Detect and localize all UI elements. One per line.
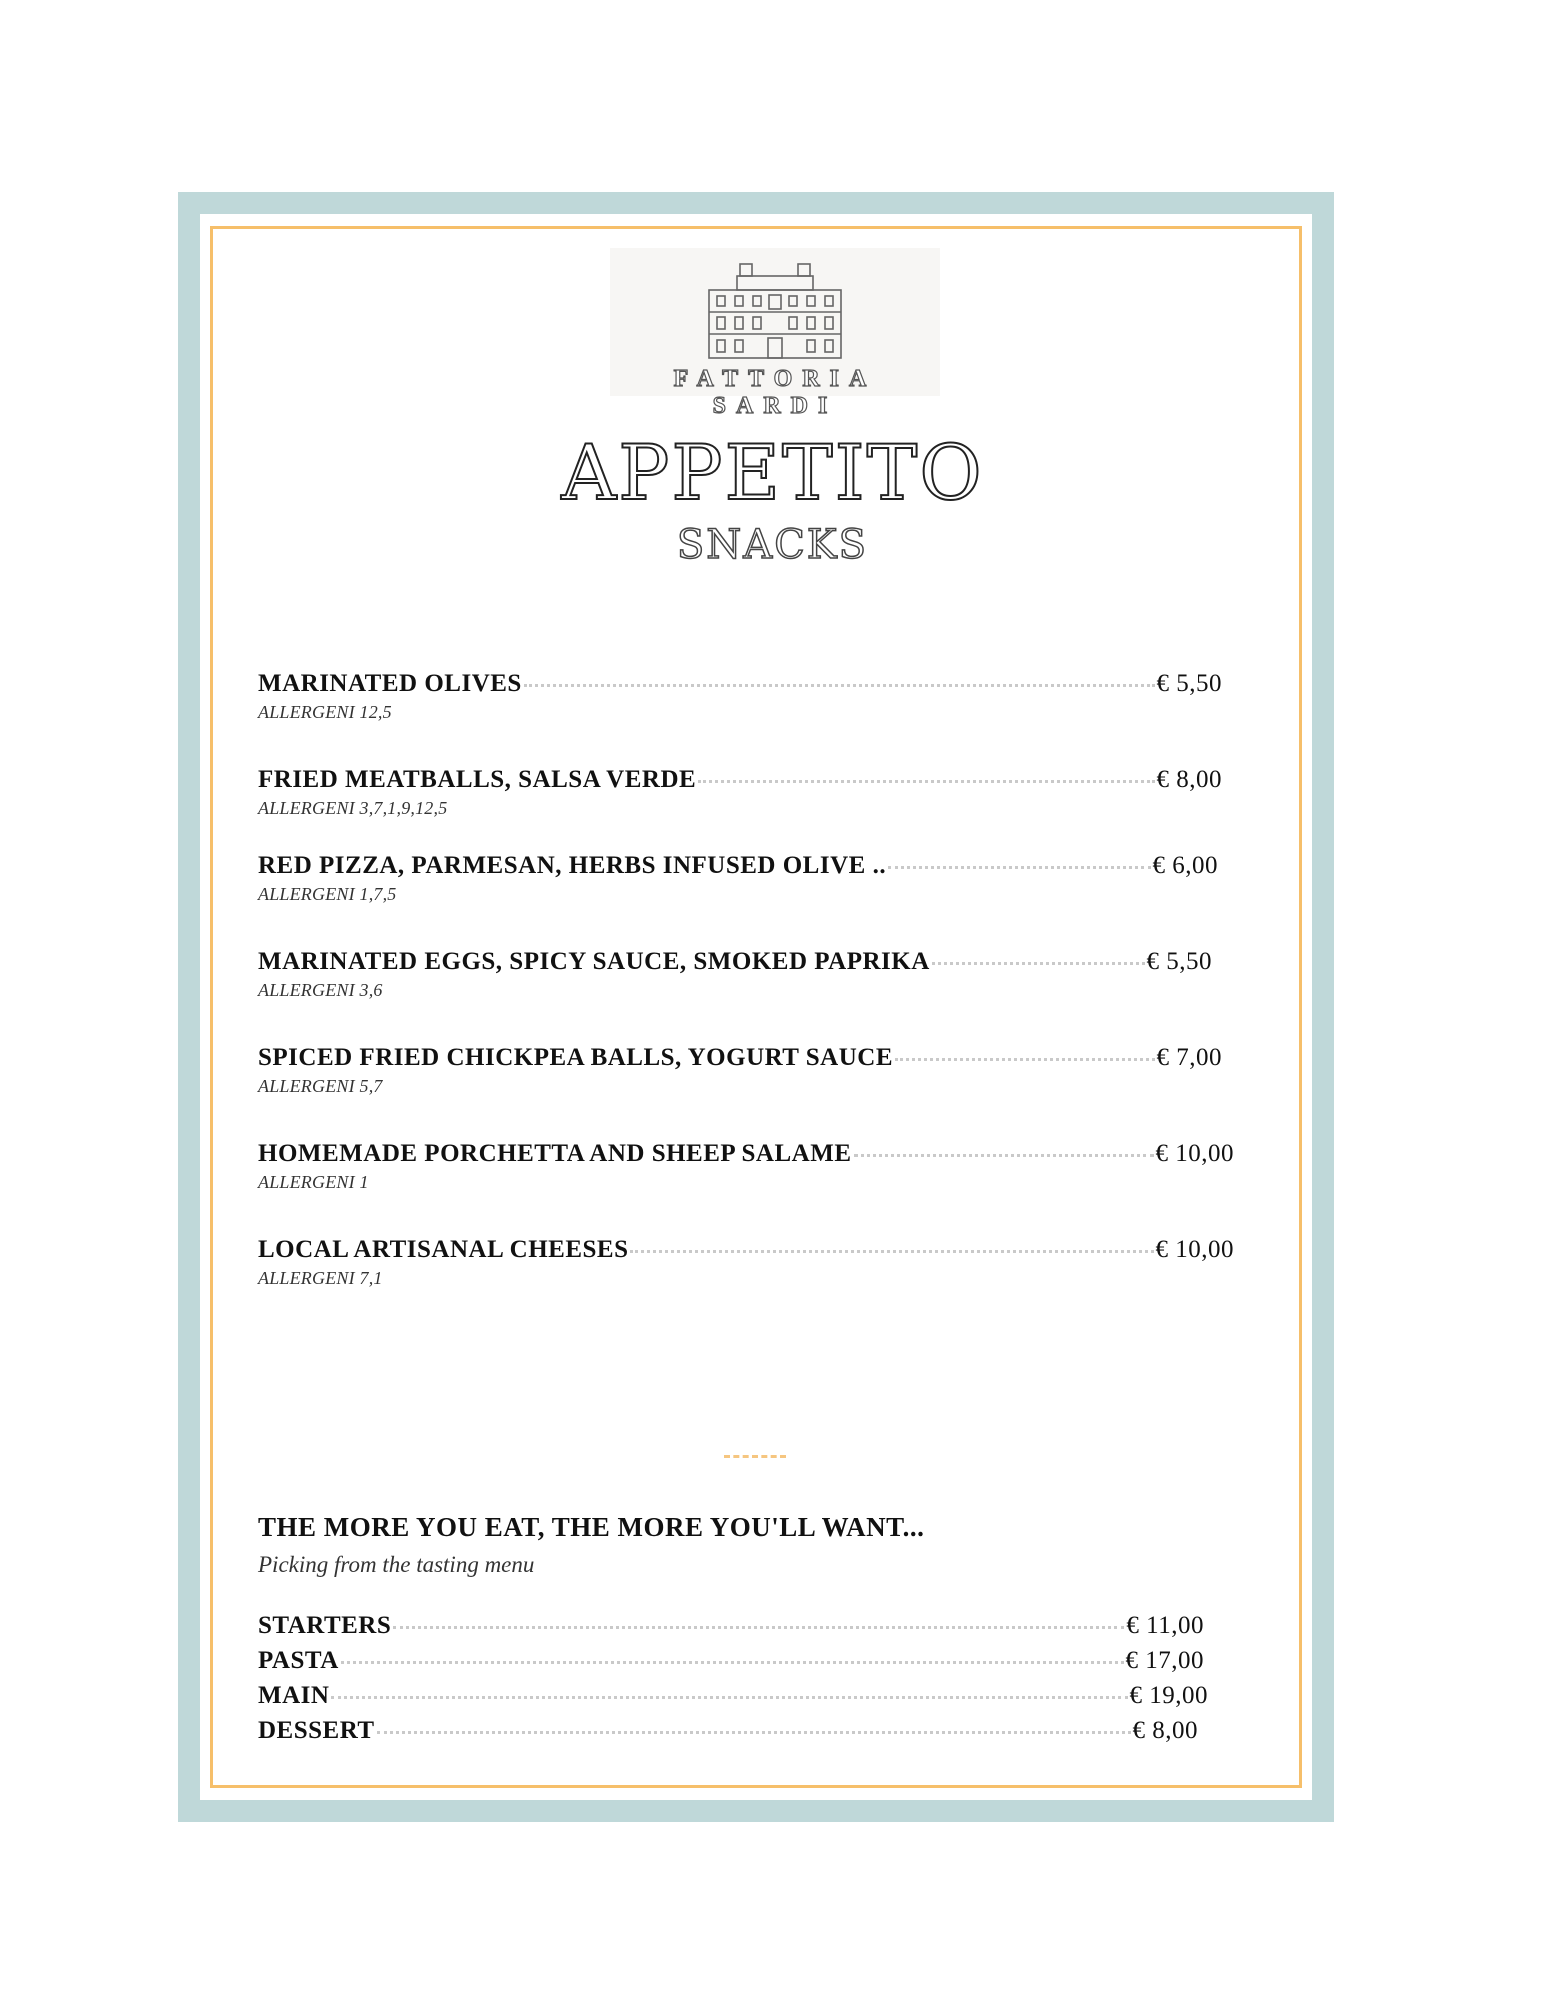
section-divider <box>724 1455 786 1458</box>
item-name: LOCAL ARTISANAL CHEESES <box>258 1236 629 1263</box>
leader-dots <box>393 1626 1124 1629</box>
item-name: FRIED MEATBALLS, SALSA VERDE <box>258 766 697 793</box>
tasting-course <box>258 1647 1204 1675</box>
course-name: PASTA <box>258 1647 339 1674</box>
leader-dots <box>524 684 1155 687</box>
item-price: € 10,00 <box>1155 1236 1234 1263</box>
item-allergens: ALLERGENI 1 <box>258 1172 369 1192</box>
leader-dots <box>331 1696 1127 1699</box>
menu-item <box>258 766 1222 819</box>
leader-dots <box>854 1154 1154 1157</box>
villa-icon <box>705 260 845 360</box>
course-price: € 17,00 <box>1125 1647 1204 1674</box>
course-name: STARTERS <box>258 1612 392 1639</box>
menu-title: APPETITO <box>561 428 984 517</box>
item-price: € 6,00 <box>1152 852 1218 879</box>
item-name: MARINATED EGGS, SPICY SAUCE, SMOKED PAPRIKA <box>258 948 930 975</box>
course-name: DESSERT <box>258 1717 375 1744</box>
leader-dots <box>341 1661 1124 1664</box>
leader-dots <box>895 1058 1154 1061</box>
course-name: MAIN <box>258 1682 330 1709</box>
course-price: € 11,00 <box>1126 1612 1204 1639</box>
logo <box>610 248 940 419</box>
item-name: HOMEMADE PORCHETTA AND SHEEP SALAME <box>258 1140 852 1167</box>
item-price: € 8,00 <box>1156 766 1222 793</box>
tasting-title: THE MORE YOU EAT, THE MORE YOU'LL WANT... <box>258 1512 925 1542</box>
menu-item <box>258 1140 1234 1193</box>
tasting-course <box>258 1717 1198 1745</box>
item-price: € 5,50 <box>1146 948 1212 975</box>
item-name: MARINATED OLIVES <box>258 670 522 697</box>
menu-item <box>258 1236 1234 1289</box>
leader-dots <box>630 1250 1153 1253</box>
course-price: € 19,00 <box>1129 1682 1208 1709</box>
tasting-course <box>258 1612 1204 1640</box>
item-allergens: ALLERGENI 3,7,1,9,12,5 <box>258 798 448 818</box>
tasting-subtitle: Picking from the tasting menu <box>258 1552 535 1577</box>
leader-dots <box>377 1731 1131 1734</box>
menu-item <box>258 852 1218 905</box>
menu-item <box>258 670 1222 723</box>
logo-text: FATTORIA SARDI <box>673 366 877 419</box>
item-price: € 5,50 <box>1156 670 1222 697</box>
course-price: € 8,00 <box>1132 1717 1198 1744</box>
item-allergens: ALLERGENI 1,7,5 <box>258 884 397 904</box>
item-price: € 7,00 <box>1156 1044 1222 1071</box>
menu-item <box>258 1044 1222 1097</box>
item-allergens: ALLERGENI 12,5 <box>258 702 392 722</box>
tasting-course <box>258 1682 1208 1710</box>
leader-dots <box>888 866 1150 869</box>
leader-dots <box>698 780 1154 783</box>
leader-dots <box>932 962 1145 965</box>
item-name: RED PIZZA, PARMESAN, HERBS INFUSED OLIVE .. <box>258 852 887 879</box>
item-allergens: ALLERGENI 7,1 <box>258 1268 383 1288</box>
menu-item <box>258 948 1212 1001</box>
item-name: SPICED FRIED CHICKPEA BALLS, YOGURT SAUCE <box>258 1044 894 1071</box>
item-allergens: ALLERGENI 5,7 <box>258 1076 383 1096</box>
item-price: € 10,00 <box>1155 1140 1234 1167</box>
item-allergens: ALLERGENI 3,6 <box>258 980 383 1000</box>
menu-subtitle: SNACKS <box>676 522 869 568</box>
